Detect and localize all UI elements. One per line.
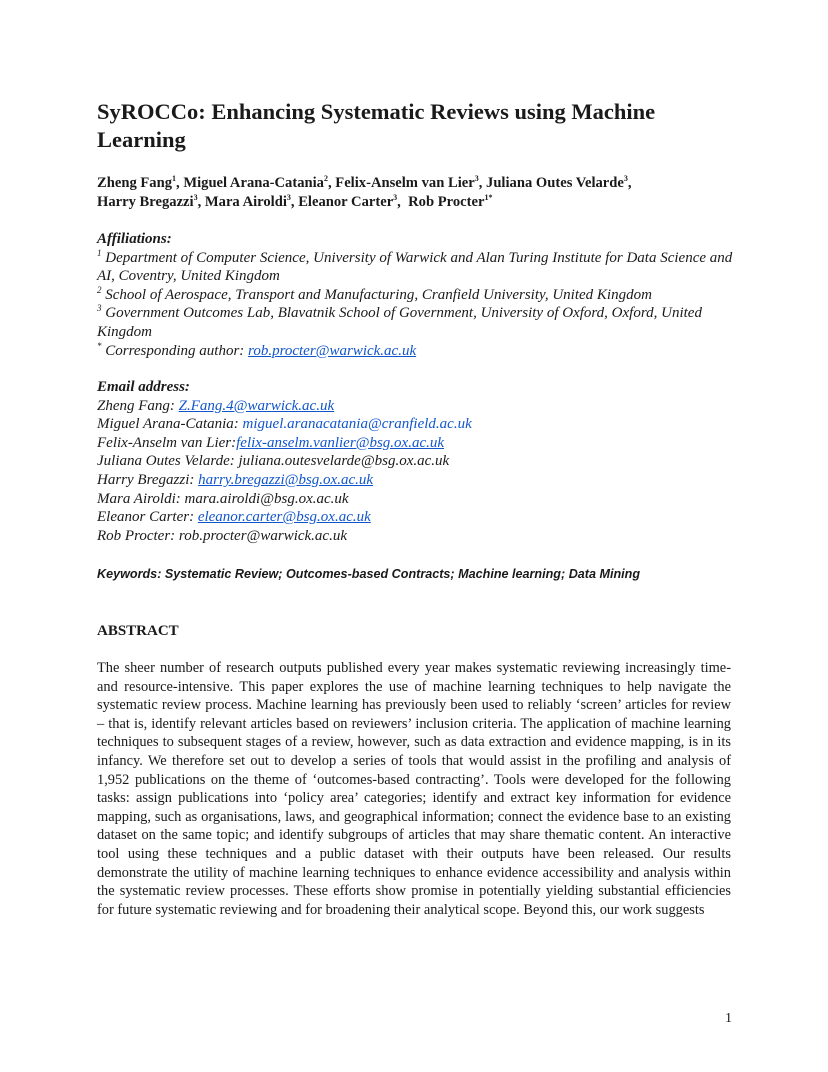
page-number: 1 xyxy=(725,1011,732,1026)
author: Miguel Arana-Catania$^2$, xyxy=(183,174,336,191)
email-item: Juliana Outes Velarde: juliana.outesvelarde@bsg.ox.ac.uk xyxy=(97,453,450,470)
email-link[interactable]: Z.Fang.4@warwick.ac.uk xyxy=(178,397,335,414)
affiliations-section xyxy=(97,230,737,360)
author: Juliana Outes Velarde$^3$, xyxy=(486,174,632,191)
email-text: rob.procter@warwick.ac.uk xyxy=(178,527,347,544)
abstract-heading: ABSTRACT xyxy=(97,623,179,639)
keywords: Keywords: Systematic Review; Outcomes-based Contracts; Machine learning; Data Mining xyxy=(97,567,641,581)
email-text: mara.airoldi@bsg.ox.ac.uk xyxy=(184,490,349,507)
email-item: Rob Procter: rob.procter@warwick.ac.uk xyxy=(97,527,347,544)
author: Felix-Anselm van Lier$^3$, xyxy=(335,174,487,191)
email-item: Mara Airoldi: mara.airoldi@bsg.ox.ac.uk xyxy=(97,490,349,507)
author: Eleanor Carter$^3$, xyxy=(298,193,409,210)
affiliations-heading: Affiliations: xyxy=(97,231,172,247)
author: Mara Airoldi$^3$, xyxy=(204,193,299,210)
author: Rob Procter$^{1*}$ xyxy=(408,193,493,210)
email-item: Eleanor Carter: eleanor.carter@bsg.ox.ac.uk xyxy=(97,509,371,526)
corresponding-email-link[interactable]: rob.procter@warwick.ac.uk xyxy=(248,342,417,359)
affiliation-item: $^3$ Government Outcomes Lab, Blavatnik School of Government, University of Oxford, Oxford, United Kingdom xyxy=(97,303,702,340)
email-item: Felix-Anselm van Lier:felix-anselm.vanlier@bsg.ox.ac.uk xyxy=(97,434,445,451)
email-item: Miguel Arana-Catania: miguel.aranacatania@cranfield.ac.uk xyxy=(97,416,472,433)
email-heading: Email address: xyxy=(97,379,190,395)
email-text: miguel.aranacatania@cranfield.ac.uk xyxy=(242,416,472,433)
corresponding-author: * Corresponding author: rob.procter@warwick.ac.uk xyxy=(97,340,417,359)
email-link[interactable]: harry.bregazzi@bsg.ox.ac.uk xyxy=(198,471,374,488)
author: Zheng Fang$^1$, xyxy=(97,174,184,191)
author-list xyxy=(97,174,737,212)
email-text: juliana.outesvelarde@bsg.ox.ac.uk xyxy=(238,453,450,470)
email-link[interactable]: eleanor.carter@bsg.ox.ac.uk xyxy=(197,509,371,526)
email-link[interactable]: felix-anselm.vanlier@bsg.ox.ac.uk xyxy=(236,434,445,451)
abstract-body: The sheer number of research outputs published every year makes systematic reviewing increasingly time- and resource-intensive. This paper explores the use of machine learning techniques to help navigate the systematic review process. Machine learning has previously been used to reliably ‘screen’ articles for review – that is, identify relevant articles based on reviewers’ inclusion criteria. The application of machine learning techniques to subsequent stages of a review, however, such as data extraction and evidence mapping, is in its infancy. We therefore set out to develop a series of tools that would assist in the profiling and analysis of 1,952 publications on the theme of ‘outcomes-based contracting’. Tools were developed for the following tasks: assign publications into ‘policy area’ categories; identify and extract key information for evidence mapping, such as organisations, laws, and geographical information; connect the evidence base to an existing dataset on the same topic; and identify subgroups of articles that may share thematic content. An interactive tool using these techniques and a public dataset with their outputs have been released. Our results demonstrate the utility of machine learning techniques to enhance evidence accessibility and analysis within the systematic review processes. These efforts show promise in potentially yielding substantial efficiencies for future systematic reviewing and for broadening their analytical scope. Beyond this, our work suggests xyxy=(97,660,731,918)
affiliation-item: $^2$ School of Aerospace, Transport and Manufacturing, Cranfield University, United Kingdom xyxy=(97,284,652,303)
paper-title: SyROCCo: Enhancing Systematic Reviews using Machine Learning xyxy=(97,99,656,152)
email-item: Zheng Fang: Z.Fang.4@warwick.ac.uk xyxy=(97,397,335,414)
email-section xyxy=(97,378,737,545)
email-item: Harry Bregazzi: harry.bregazzi@bsg.ox.ac.uk xyxy=(97,471,374,488)
author: Harry Bregazzi$^3$, xyxy=(97,193,205,210)
affiliation-item: $^1$ Department of Computer Science, University of Warwick and Alan Turing Institute for Data Science and AI, Coventry, United Kingdom xyxy=(97,247,733,285)
